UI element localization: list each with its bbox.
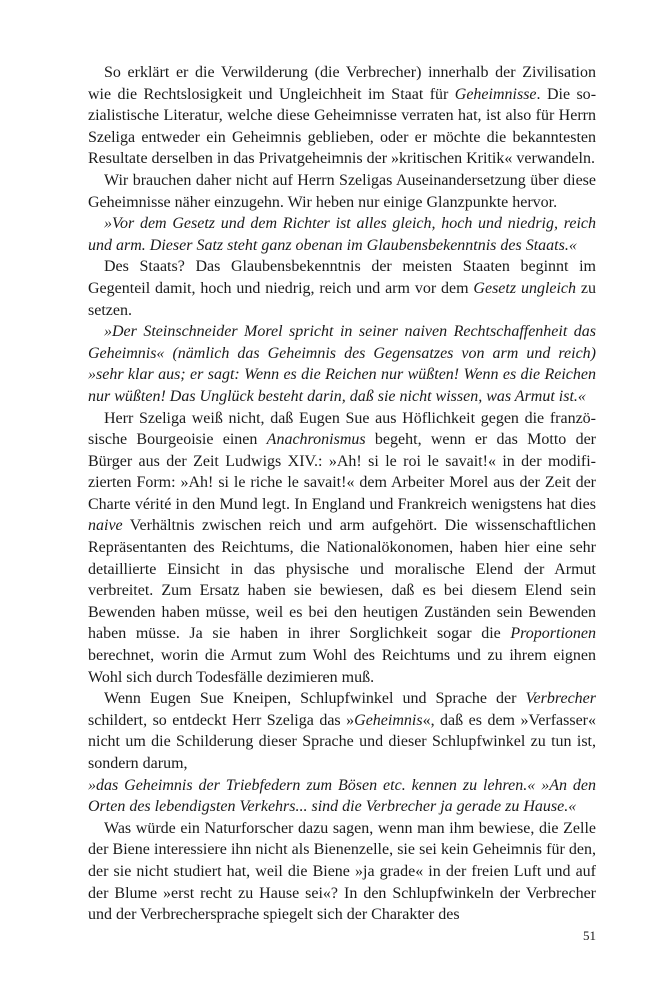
emphasis-text: Verbrecher [525, 690, 596, 708]
text-run: berechnet, worin die Armut zum Wohl des Reichtums und zu ihrem eignen Wohl sich durch Todesfälle dezimieren muß. [88, 647, 596, 686]
text-run: »Der Steinschneider Morel spricht in seiner naiven Rechtschaffenheit das Geheimnis« (nämlich das Geheimnis des Gegensatzes von arm und reich) »sehr klar aus; er sagt: Wenn es die Reichen nur wüßten! Wenn es die Reichen nur wüßten! Das Unglück besteht darin, daß sie nicht wissen, was Armut ist.« [88, 323, 596, 405]
text-run: Des Staats? Das Glaubensbekenntnis der meisten Staaten beginnt im Gegenteil damit, hoch und niedrig, reich und arm vor dem [88, 258, 596, 297]
paragraph [88, 775, 596, 818]
text-run: Herr Szeliga weiß nicht, daß Eugen Sue aus Höflichkeit gegen die französische Bourgeoisie einen [88, 409, 596, 449]
text-run: Wenn Eugen Sue Kneipen, Schlupfwinkel und Sprache der [104, 690, 526, 708]
paragraph [88, 213, 596, 256]
body-text [88, 62, 596, 926]
emphasis-text: naive [88, 517, 123, 535]
paragraph [88, 170, 596, 213]
paragraph [88, 688, 596, 774]
emphasis-text: Gesetz ungleich [473, 279, 577, 297]
text-run: «, daß es dem »Verfasser« nicht um die Schilderung dieser Sprache und dieser Schlupfwinkel zu tun ist, sondern darum, [88, 711, 597, 772]
text-run: So erklärt er die Verwilderung (die Verbrecher) innerhalb der Zivilisation wie die Rechtslosigkeit und Ungleichheit im Staat für [88, 64, 596, 103]
page-number: 51 [583, 928, 596, 943]
text-run: Wir brauchen daher nicht auf Herrn Szeligas Auseinandersetzung über diese Geheimnisse näher einzugehn. Wir heben nur einige Glanzpunkte hervor. [88, 171, 596, 211]
text-run: »Vor dem Gesetz und dem Richter ist alles gleich, hoch und niedrig, reich und arm. Dieser Satz steht ganz obenan im Glaubensbekenntnis des Staats.« [88, 215, 596, 254]
text-run: Was würde ein Naturforscher dazu sagen, wenn man ihm bewiese, die Zelle der Biene interessiere ihn nicht als Bienenzelle, sie sei kein Geheimnis für den, der sie nicht studiert hat, weil die Biene »ja grade« in der freien Luft und auf der Blume »erst recht zu Hause sei«? In den Schlupfwinkeln der Verbrecher und der Verbrechersprache spiegelt sich der Charakter des [88, 819, 596, 924]
paragraph [88, 408, 596, 689]
paragraph [88, 818, 596, 926]
text-run: Verhältnis zwischen reich und arm aufgehört. Die wissenschaftlichen Repräsentanten des Reichtums, die Nationalökonomen, haben hier eine sehr detaillierte Einsicht in das physische und moralische Elend der Armut verbreitet. Zum Ersatz haben sie bewiesen, daß es bei diesem Elend sein Bewenden haben müsse, weil es bei den heutigen Zuständen sein Bewenden haben müsse. Ja sie haben in ihrer Sorglichkeit sogar die [88, 517, 596, 643]
emphasis-text: Geheimnisse [454, 85, 537, 103]
text-run: . Die sozialistische Literatur, welche diese Geheimnisse verraten hat, ist also für Herrn Szeliga entweder ein Geheimnis geblieben, oder er möchte die bekanntesten Resultate derselben in das Privatgeheimnis der »kritischen Kritik« verwandeln. [88, 85, 597, 168]
emphasis-text: Geheimnis [354, 711, 423, 729]
text-run: begeht, wenn er das Motto der Bürger aus der Zeit Ludwigs XIV.: »Ah! si le roi le savait!« in der modifizierten Form: »Ah! si le riche le savait!« dem Arbeiter Morel aus der Zeit der Charte vérité in den Mund legt. In England und Frankreich wenigstens hat dies [88, 431, 597, 513]
paragraph [88, 321, 596, 407]
text-run: schildert, so entdeckt Herr Szeliga das » [88, 711, 355, 729]
paragraph [88, 62, 596, 170]
paragraph [88, 256, 596, 321]
text-run: »das Geheimnis der Triebfedern zum Bösen etc. kennen zu lehren.« »An den Orten des lebendigsten Verkehrs... sind die Verbrecher ja gerade zu Hause.« [88, 776, 596, 816]
emphasis-text: Proportionen [510, 625, 596, 643]
text-run: zu setzen. [88, 279, 597, 319]
emphasis-text: Anachronismus [266, 431, 366, 449]
